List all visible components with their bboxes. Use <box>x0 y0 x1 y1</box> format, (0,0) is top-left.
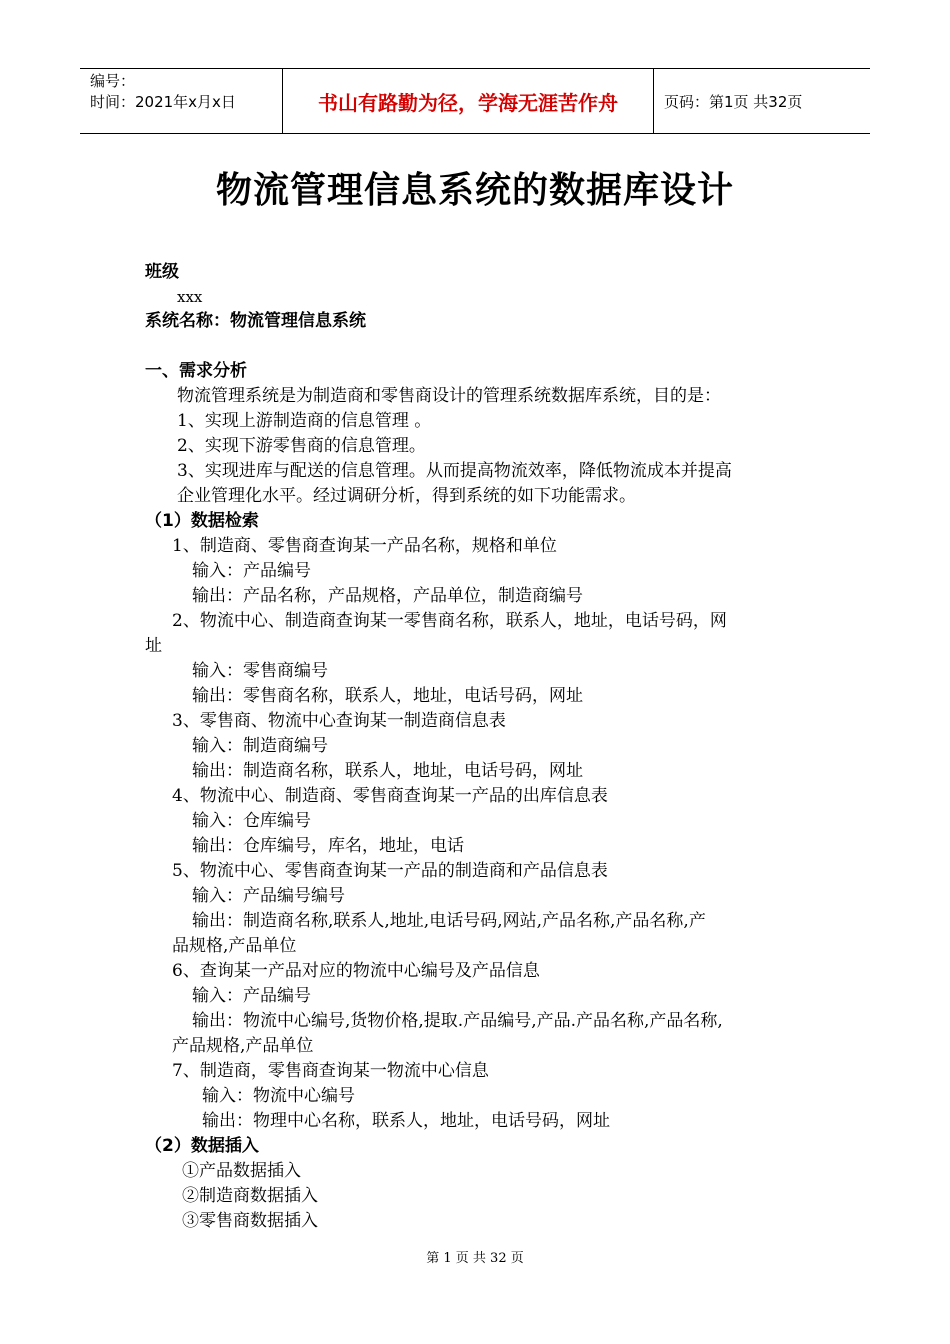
input-line: 输入：制造商编号 <box>192 736 328 756</box>
class-label: 班级 <box>145 262 179 282</box>
output-line: 输出：零售商名称，联系人，地址，电话号码，网址 <box>192 686 583 706</box>
header-number-label: 编号： <box>90 72 136 90</box>
subsection-heading-insert: （2）数据插入 <box>145 1136 259 1156</box>
class-value: xxx <box>177 288 203 306</box>
list-item: 6、查询某一产品对应的物流中心编号及产品信息 <box>172 961 540 981</box>
paragraph-line: 址 <box>145 636 162 656</box>
paragraph-line: 产品规格,产品单位 <box>172 1036 314 1056</box>
list-item: ①产品数据插入 <box>182 1161 301 1181</box>
output-line: 输出：产品名称，产品规格，产品单位，制造商编号 <box>192 586 583 606</box>
input-line: 输入：产品编号 <box>192 986 311 1006</box>
paragraph-line: 品规格,产品单位 <box>172 936 297 956</box>
list-item: 7、制造商，零售商查询某一物流中心信息 <box>172 1061 489 1081</box>
list-item: 1、制造商、零售商查询某一产品名称，规格和单位 <box>172 536 557 556</box>
page-footer: 第 1 页 共 32 页 <box>426 1251 524 1266</box>
list-item: 5、物流中心、零售商查询某一产品的制造商和产品信息表 <box>172 861 608 881</box>
header-motto: 书山有路勤为径，学海无涯苦作舟 <box>282 69 654 133</box>
page-header <box>80 68 870 134</box>
header-page-code: 页码：第1页 共32页 <box>664 92 803 111</box>
output-line: 输出：制造商名称,联系人,地址,电话号码,网站,产品名称,产品名称,产 <box>192 911 706 931</box>
input-line: 输入：产品编号 <box>192 561 311 581</box>
header-time-label: 时间：2021年x月x日 <box>90 93 236 111</box>
section-heading-requirements: 一、需求分析 <box>145 361 247 381</box>
input-line: 输入：物流中心编号 <box>202 1086 355 1106</box>
input-line: 输入：零售商编号 <box>192 661 328 681</box>
list-item: 1、实现上游制造商的信息管理 。 <box>177 411 432 431</box>
output-line: 输出：仓库编号，库名，地址，电话 <box>192 836 464 856</box>
list-item: 3、实现进库与配送的信息管理。从而提高物流效率，降低物流成本并提高 <box>177 461 732 481</box>
list-item: ③零售商数据插入 <box>182 1211 318 1231</box>
system-name: 系统名称：物流管理信息系统 <box>145 311 366 331</box>
list-item: 2、实现下游零售商的信息管理。 <box>177 436 426 456</box>
input-line: 输入：产品编号编号 <box>192 886 345 906</box>
paragraph-line: 企业管理化水平。经过调研分析，得到系统的如下功能需求。 <box>177 486 636 506</box>
output-line: 输出：制造商名称，联系人，地址，电话号码，网址 <box>192 761 583 781</box>
list-item: 2、物流中心、制造商查询某一零售商名称，联系人，地址，电话号码，网 <box>172 611 727 631</box>
list-item: ②制造商数据插入 <box>182 1186 318 1206</box>
header-meta <box>80 69 282 133</box>
output-line: 输出：物理中心名称，联系人，地址，电话号码，网址 <box>202 1111 610 1131</box>
output-line: 输出：物流中心编号,货物价格,提取.产品编号,产品.产品名称,产品名称, <box>192 1011 723 1031</box>
list-item: 3、零售商、物流中心查询某一制造商信息表 <box>172 711 506 731</box>
document-title: 物流管理信息系统的数据库设计 <box>215 170 734 211</box>
paragraph-line: 物流管理系统是为制造商和零售商设计的管理系统数据库系统，目的是： <box>177 386 721 406</box>
subsection-heading-retrieval: （1）数据检索 <box>145 511 259 531</box>
list-item: 4、物流中心、制造商、零售商查询某一产品的出库信息表 <box>172 786 608 806</box>
input-line: 输入：仓库编号 <box>192 811 311 831</box>
